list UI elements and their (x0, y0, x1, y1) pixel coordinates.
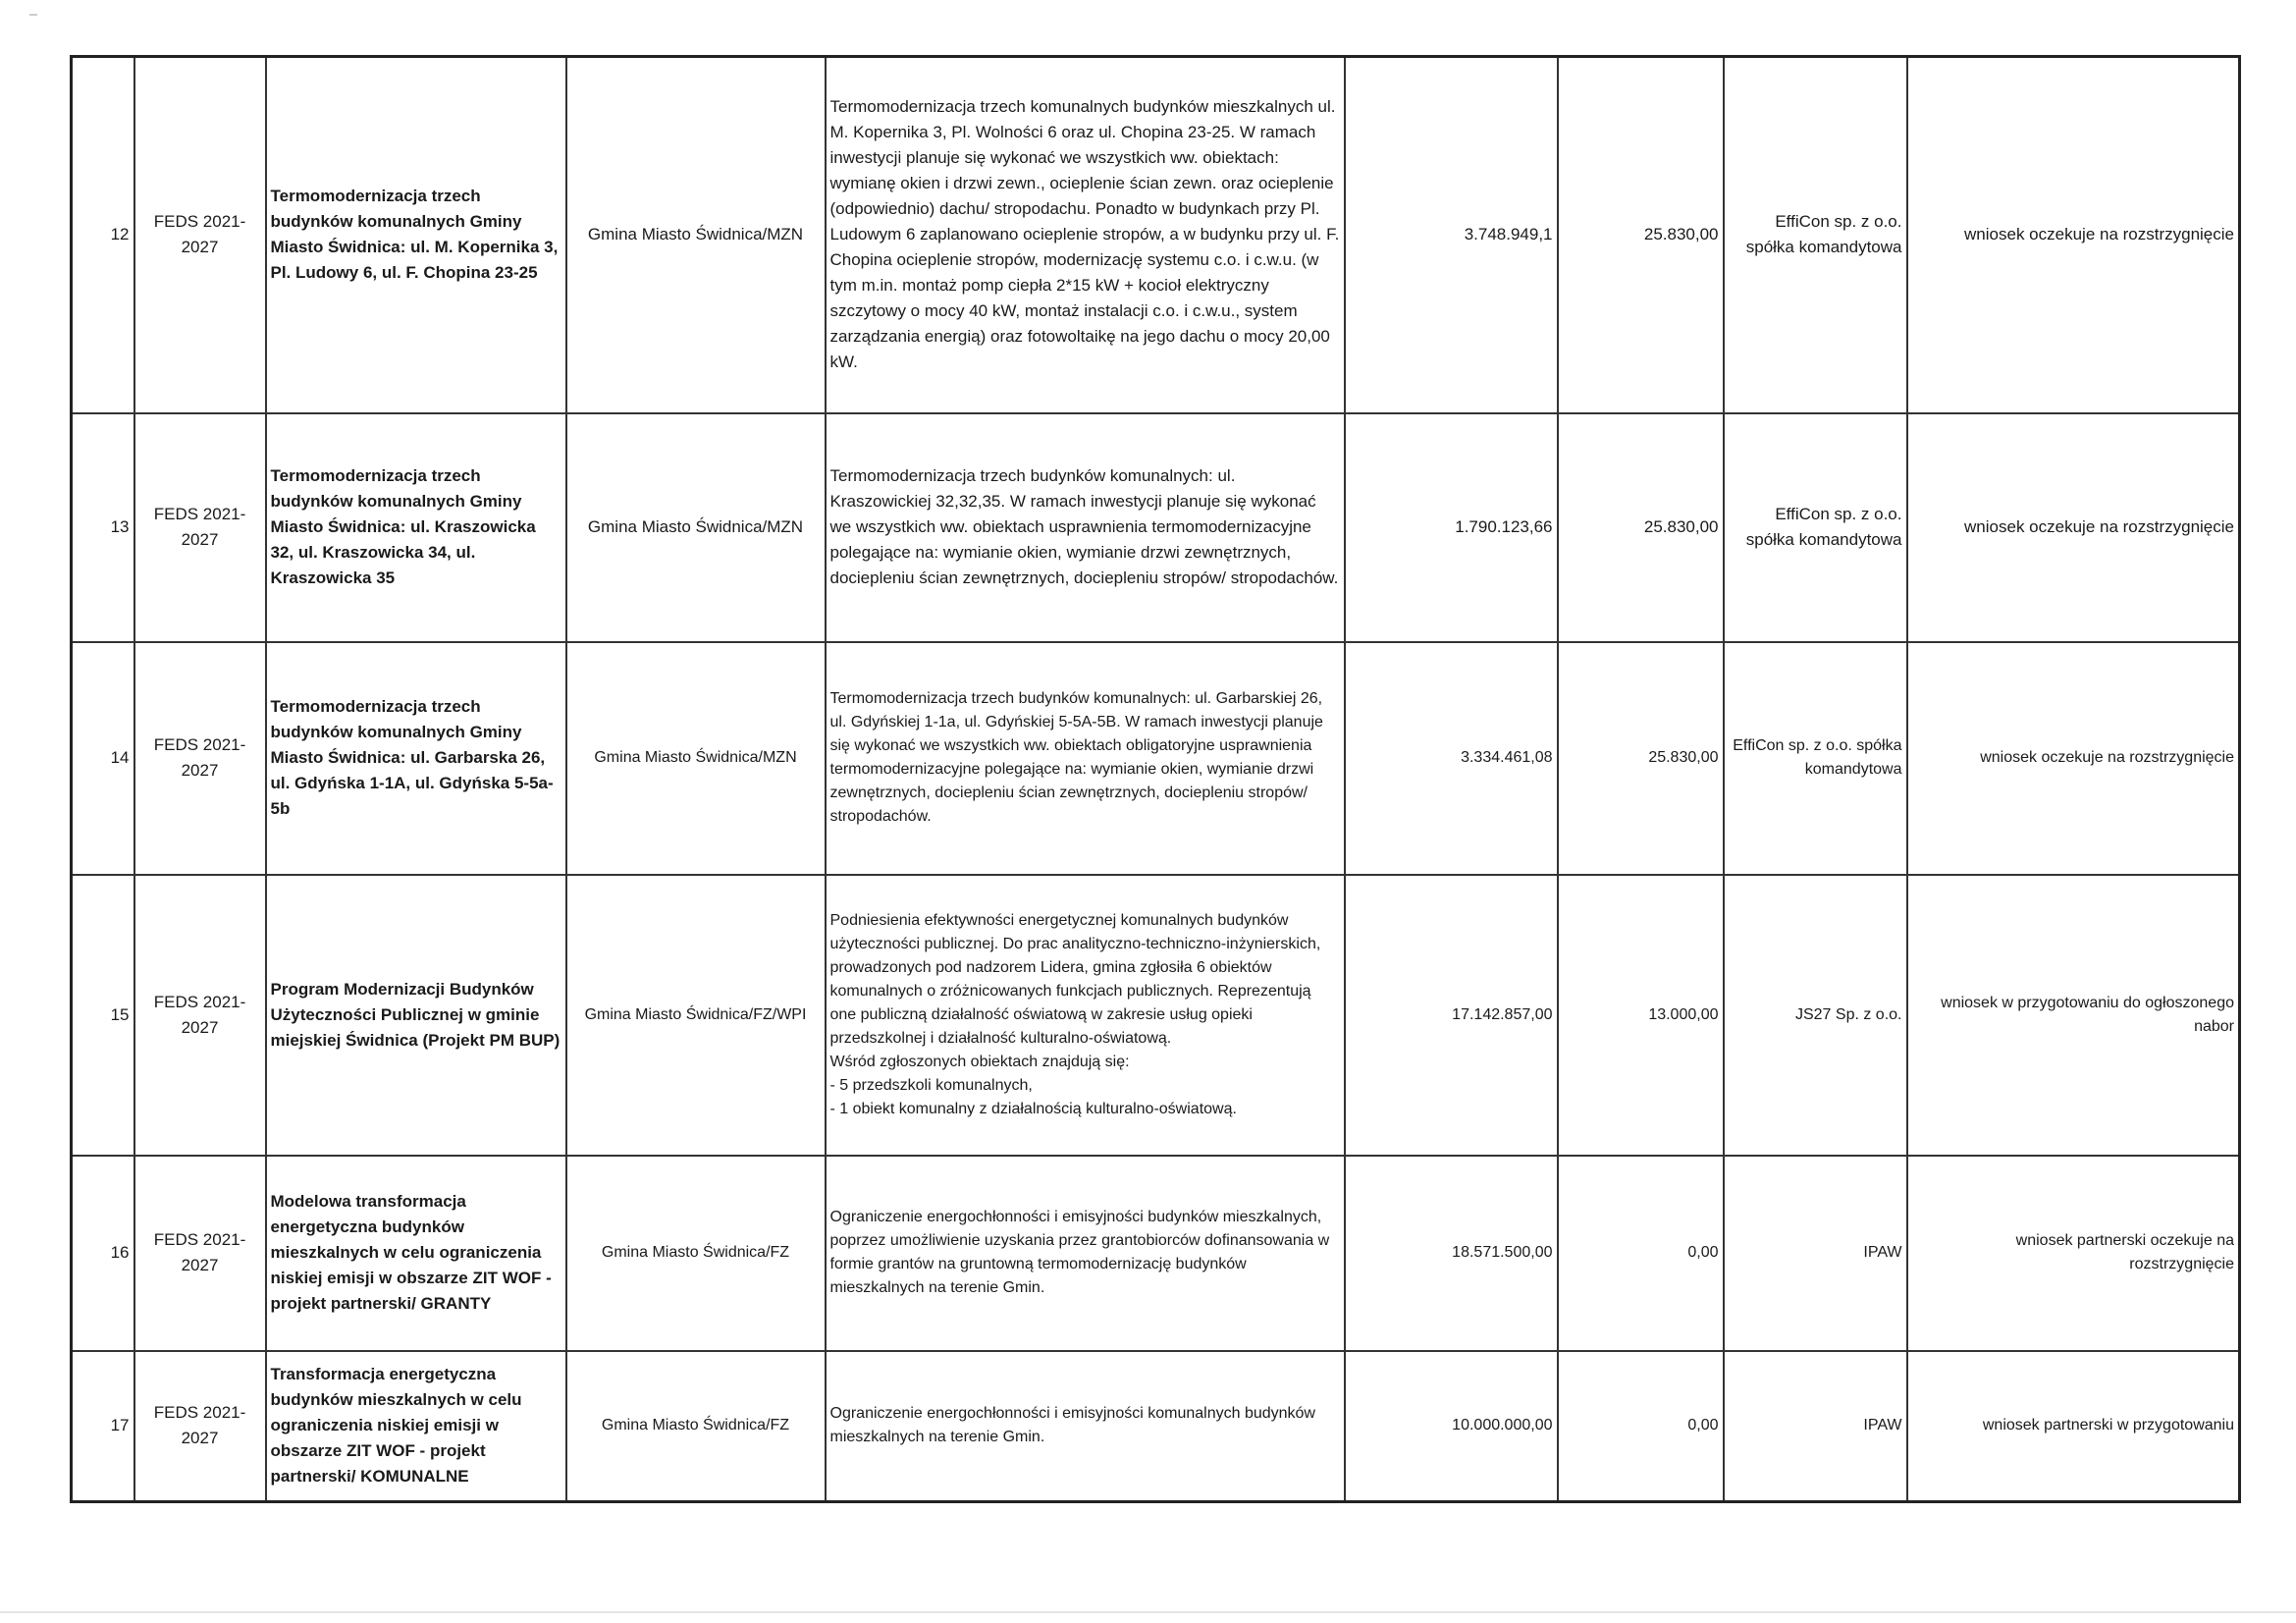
fund-program: FEDS 2021-2027 (134, 642, 266, 875)
description-list-intro: Wśród zgłoszonych obiektach znajdują się: (829, 1053, 1130, 1070)
project-description: Ograniczenie energochłonności i emisyjności komunalnych budynków mieszkalnych na terenie Gmin. (826, 1351, 1345, 1502)
fund-program: FEDS 2021-2027 (134, 875, 266, 1156)
service-cost: 25.830,00 (1558, 413, 1724, 642)
application-status: wniosek oczekuje na rozstrzygnięcie (1907, 413, 2240, 642)
fund-program: FEDS 2021-2027 (134, 1156, 266, 1351)
row-number: 15 (72, 875, 134, 1156)
row-number: 13 (72, 413, 134, 642)
projects-table (70, 55, 2241, 1503)
fund-program: FEDS 2021-2027 (134, 1351, 266, 1502)
applicant: Gmina Miasto Świdnica/MZN (566, 413, 826, 642)
row-number: 17 (72, 1351, 134, 1502)
row-number: 12 (72, 57, 134, 413)
contractor: IPAW (1724, 1351, 1907, 1502)
page-bottom-edge (0, 1611, 2296, 1613)
contractor: EffiCon sp. z o.o. spółka komandytowa (1724, 642, 1907, 875)
applicant: Gmina Miasto Świdnica/MZN (566, 642, 826, 875)
application-status: wniosek w przygotowaniu do ogłoszonego nabor (1907, 875, 2240, 1156)
scan-artifact (29, 14, 37, 16)
applicant: Gmina Miasto Świdnica/FZ (566, 1351, 826, 1502)
project-value: 17.142.857,00 (1345, 875, 1558, 1156)
project-description: Termomodernizacja trzech komunalnych budynków mieszkalnych ul. M. Kopernika 3, Pl. Wolności 6 oraz ul. Chopina 23-25. W ramach inwestycji planuje się wykonać we wszystkich ww. obiektach: wymianę okien i drzwi zewn., ocieplenie ścian zewn. oraz ocieplenie (odpowiednio) dachu/ stropodachu. Ponadto w budynkach przy Pl. Ludowym 6 zaplanowano ocieplenie stropów, a w budynku przy ul. F. Chopina ocieplenie stropów, modernizację systemu c.o. i c.w.u. (w tym m.in. montaż pomp ciepła 2*15 kW + kocioł elektryczny szczytowy o mocy 40 kW, montaż instalacji c.o. i c.w.u., system zarządzania energią) oraz fotowoltaikę na jego dachu o mocy 20,00 kW. (826, 57, 1345, 413)
application-status: wniosek oczekuje na rozstrzygnięcie (1907, 57, 2240, 413)
applicant: Gmina Miasto Świdnica/FZ (566, 1156, 826, 1351)
project-description: Ograniczenie energochłonności i emisyjności budynków mieszkalnych, poprzez umożliwienie uzyskania przez grantobiorców dofinansowania w formie grantów na gruntowną termomodernizację budynków mieszkalnych na terenie Gmin. (826, 1156, 1345, 1351)
table-row (72, 642, 2240, 875)
row-number: 16 (72, 1156, 134, 1351)
application-status: wniosek partnerski w przygotowaniu (1907, 1351, 2240, 1502)
service-cost: 25.830,00 (1558, 57, 1724, 413)
table-row (72, 1156, 2240, 1351)
service-cost: 0,00 (1558, 1351, 1724, 1502)
project-title: Termomodernizacja trzech budynków komunalnych Gminy Miasto Świdnica: ul. Kraszowicka 32, ul. Kraszowicka 34, ul. Kraszowicka 35 (266, 413, 566, 642)
contractor: JS27 Sp. z o.o. (1724, 875, 1907, 1156)
service-cost: 25.830,00 (1558, 642, 1724, 875)
fund-program: FEDS 2021-2027 (134, 57, 266, 413)
contractor: EffiCon sp. z o.o. spółka komandytowa (1724, 57, 1907, 413)
project-value: 1.790.123,66 (1345, 413, 1558, 642)
project-description: Termomodernizacja trzech budynków komunalnych: ul. Kraszowickiej 32,32,35. W ramach inwestycji planuje się wykonać we wszystkich ww. obiektach usprawnienia termomodernizacyjne polegające na: wymianie okien, wymianie drzwi zewnętrznych, dociepleniu ścian zewnętrznych, dociepleniu stropów/ stropodachów. (826, 413, 1345, 642)
project-title: Termomodernizacja trzech budynków komunalnych Gminy Miasto Świdnica: ul. Garbarska 26, ul. Gdyńska 1-1A, ul. Gdyńska 5-5a-5b (266, 642, 566, 875)
table-row (72, 413, 2240, 642)
project-value: 18.571.500,00 (1345, 1156, 1558, 1351)
applicant: Gmina Miasto Świdnica/FZ/WPI (566, 875, 826, 1156)
application-status: wniosek oczekuje na rozstrzygnięcie (1907, 642, 2240, 875)
description-text: Podniesienia efektywności energetycznej komunalnych budynków użyteczności publicznej. Do prac analityczno-techniczno-inżynierskich, prowadzonych pod nadzorem Lidera, gmina zgłosiła 6 obiektów komunalnych o zróżnicowanych funkcjach publicznych. Reprezentują one publiczną działalność oświatową w zakresie usług opieki przedszkolnej i działalność kulturalno-oświatową. (829, 911, 1321, 1047)
service-cost: 0,00 (1558, 1156, 1724, 1351)
table-row (72, 1351, 2240, 1502)
project-title: Program Modernizacji Budynków Użyteczności Publicznej w gminie miejskiej Świdnica (Projekt PM BUP) (266, 875, 566, 1156)
row-number: 14 (72, 642, 134, 875)
list-item: - 5 przedszkoli komunalnych, (829, 1076, 1033, 1094)
fund-program: FEDS 2021-2027 (134, 413, 266, 642)
project-value: 3.748.949,1 (1345, 57, 1558, 413)
applicant: Gmina Miasto Świdnica/MZN (566, 57, 826, 413)
table-row (72, 875, 2240, 1156)
project-title: Transformacja energetyczna budynków mieszkalnych w celu ograniczenia niskiej emisji w obszarze ZIT WOF - projekt partnerski/ KOMUNALNE (266, 1351, 566, 1502)
table-row (72, 57, 2240, 413)
project-value: 3.334.461,08 (1345, 642, 1558, 875)
project-title: Termomodernizacja trzech budynków komunalnych Gminy Miasto Świdnica: ul. M. Kopernika 3, Pl. Ludowy 6, ul. F. Chopina 23-25 (266, 57, 566, 413)
service-cost: 13.000,00 (1558, 875, 1724, 1156)
contractor: EffiCon sp. z o.o. spółka komandytowa (1724, 413, 1907, 642)
application-status: wniosek partnerski oczekuje na rozstrzygnięcie (1907, 1156, 2240, 1351)
contractor: IPAW (1724, 1156, 1907, 1351)
project-description: Termomodernizacja trzech budynków komunalnych: ul. Garbarskiej 26, ul. Gdyńskiej 1-1a, ul. Gdyńskiej 5-5A-5B. W ramach inwestycji planuje się wykonać we wszystkich ww. obiektach obligatoryjne usprawnienia termomodernizacyjne polegające na: wymianie okien, wymianie drzwi zewnętrznych, dociepleniu ścian zewnętrznych, dociepleniu stropów/ stropodachów. (826, 642, 1345, 875)
project-value: 10.000.000,00 (1345, 1351, 1558, 1502)
list-item: - 1 obiekt komunalny z działalnością kulturalno-oświatową. (829, 1100, 1237, 1117)
project-title: Modelowa transformacja energetyczna budynków mieszkalnych w celu ograniczenia niskiej emisji w obszarze ZIT WOF - projekt partnerski/ GRANTY (266, 1156, 566, 1351)
project-description (826, 875, 1345, 1156)
